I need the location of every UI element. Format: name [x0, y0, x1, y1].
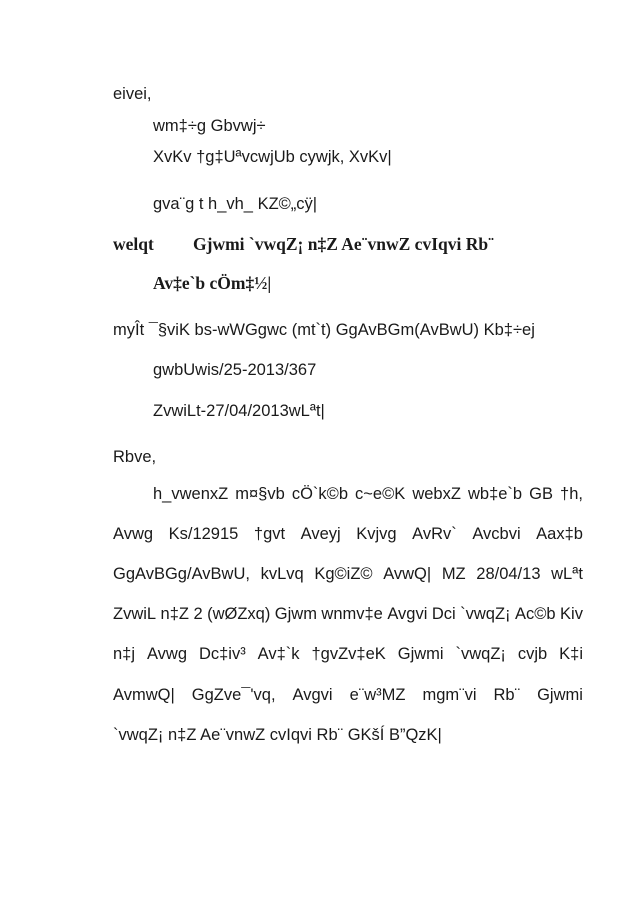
subject-text-2: Av‡e`b cÖm‡½| — [153, 273, 272, 293]
address-line-2: XvKv †g‡UªvcwjUb cywjk, XvKv| — [153, 148, 392, 166]
paragraph-word: c~e©K — [355, 485, 406, 503]
paragraph-word: †gvt — [253, 525, 286, 543]
paragraph-word: Avgvi — [292, 686, 333, 704]
paragraph-word: n‡Z — [160, 605, 189, 623]
paragraph-word: `vwqZ¡ — [455, 645, 506, 663]
address-recipient: eivei, — [113, 85, 152, 103]
paragraph-word: 2 — [193, 605, 203, 623]
subject-text-1: Gjwmi `vwqZ¡ n‡Z Ae¨vnwZ cvIqvi Rb¨ — [193, 234, 494, 254]
paragraph-word: Gjwmi — [537, 686, 583, 704]
paragraph-line — [113, 687, 583, 704]
reference-line-3: ZvwiLt-27/04/2013wLªt| — [153, 402, 325, 420]
paragraph-last-line: `vwqZ¡ n‡Z Ae¨vnwZ cvIqvi Rb¨ GKšÍ B”QzK| — [113, 726, 442, 744]
paragraph-word: Kvjvg — [356, 525, 397, 543]
paragraph-word: GgAvBGg/AvBwU, — [113, 565, 250, 583]
paragraph-word: Av‡`k — [257, 645, 300, 663]
reference-line-2: gwbUwis/25-2013/367 — [153, 361, 317, 379]
paragraph-line — [113, 526, 583, 543]
paragraph-line — [153, 486, 583, 503]
paragraph-word: AvmwQ| — [113, 686, 175, 704]
subject-label: welqt — [113, 234, 154, 254]
paragraph-word: K‡i — [559, 645, 583, 663]
paragraph-word: ZvwiL — [113, 605, 157, 623]
paragraph-word: Dc‡iv³ — [198, 645, 246, 663]
subject-line — [113, 236, 494, 254]
paragraph-word: GgZve¯'vq, — [191, 686, 276, 704]
paragraph-word: Rb¨ — [493, 686, 521, 704]
paragraph-line — [113, 646, 583, 663]
paragraph-word: e¨w³MZ — [349, 686, 406, 704]
paragraph-word: cÖ`k©b — [291, 485, 348, 503]
reference-line-1: myÎt ¯§viK bs-wWGgwc (mt`t) GgAvBGm(AvBwU) Kb‡÷ej — [113, 321, 535, 339]
paragraph-word: cvjb — [517, 645, 548, 663]
paragraph-word: 28/04/13 — [476, 565, 541, 583]
paragraph-word: kvLvq — [260, 565, 304, 583]
paragraph-word: Gjwmi — [397, 645, 444, 663]
paragraph-word: `vwqZ¡ — [460, 605, 511, 623]
paragraph-word: Avgvi — [387, 605, 428, 623]
paragraph-word: GB — [529, 485, 553, 503]
paragraph-word: Gjwm — [274, 605, 317, 623]
paragraph-word: AvwQ| — [383, 565, 432, 583]
paragraph-word: Aveyj — [300, 525, 341, 543]
paragraph-line — [113, 606, 583, 623]
paragraph-word: MZ — [441, 565, 466, 583]
paragraph-word: †h, — [560, 485, 583, 503]
paragraph-word: webxZ — [412, 485, 461, 503]
paragraph-word: Avwg — [113, 525, 154, 543]
paragraph-word: wLªt — [551, 565, 583, 583]
address-line-1: wm‡÷g Gbvwj÷ — [153, 117, 266, 135]
paragraph-word: n‡j — [113, 645, 136, 663]
address-line-3: gva¨g t h_vh_ KZ©„cÿ| — [153, 195, 318, 213]
paragraph-word: AvRv` — [412, 525, 457, 543]
paragraph-word: Ac©b — [515, 605, 556, 623]
paragraph-word: Kg©iZ© — [314, 565, 373, 583]
paragraph-word: m¤§vb — [235, 485, 285, 503]
paragraph-word: Ks/12915 — [168, 525, 239, 543]
paragraph-word: Aax‡b — [536, 525, 583, 543]
paragraph-word: h_vwenxZ — [153, 485, 229, 503]
paragraph-word: Dci — [431, 605, 456, 623]
paragraph-word: mgm¨vi — [422, 686, 477, 704]
paragraph-line — [113, 566, 583, 583]
paragraph-word: wnmv‡e — [321, 605, 383, 623]
paragraph-word: †gvZv‡eK — [311, 645, 386, 663]
paragraph-word: wb‡e`b — [467, 485, 523, 503]
paragraph-word: (wØZxq) — [207, 605, 271, 623]
paragraph-word: Avwg — [146, 645, 188, 663]
paragraph-word: Avcbvi — [472, 525, 521, 543]
salutation: Rbve, — [113, 448, 157, 466]
paragraph-word: Kiv — [560, 605, 583, 623]
